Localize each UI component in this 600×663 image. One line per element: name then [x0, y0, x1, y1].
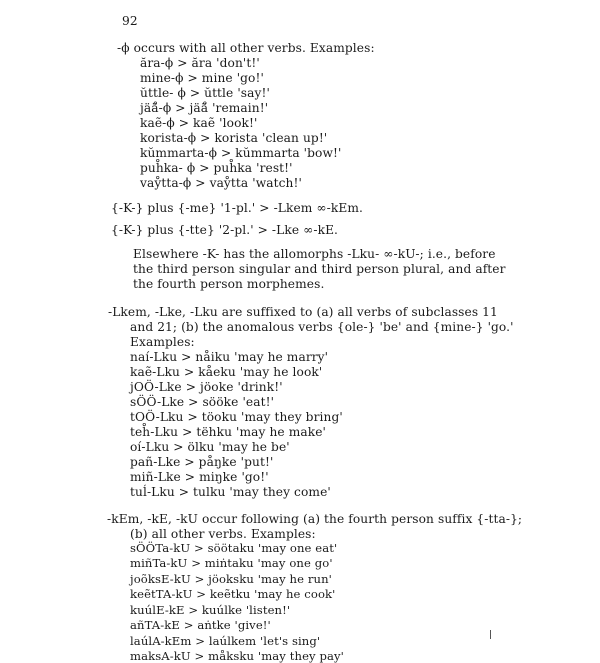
example-line: pañ-Lke > påŋke 'put!'	[130, 455, 274, 469]
margin-mark	[490, 630, 491, 639]
elsewhere-line: Elsewhere -K- has the allomorphs -Lku- ∞-kU-; i.e., before	[133, 247, 496, 261]
example-line: mine-ϕ > mine 'go!'	[140, 71, 264, 85]
lkem-intro-line: and 21; (b) the anomalous verbs {ole-} 'be' and {mine-} 'go.'	[130, 320, 514, 334]
example-line: kaẽ-Lku > kåeku 'may he look'	[130, 365, 323, 379]
example-line: puh̊ka- ϕ > puh̊ka 'rest!'	[140, 161, 293, 175]
example-line: naí-Lku > nåiku 'may he marry'	[130, 350, 329, 364]
page-number: 92	[122, 14, 138, 28]
examples-label: Examples:	[130, 335, 195, 349]
example-line: ăra-ϕ > ăra 'don't!'	[140, 56, 260, 70]
elsewhere-line: the third person singular and third person plural, and after	[133, 262, 506, 276]
example-line: joõksE-kU > jöoksku 'may he run'	[130, 571, 332, 586]
example-line: kŭmmarta-ϕ > kŭmmarta 'bow!'	[140, 146, 342, 160]
example-line: tOÖ-Lku > töoku 'may they bring'	[130, 410, 343, 424]
kem-intro-line: -kEm, -kE, -kU occur following (a) the fourth person suffix {-tta-};	[107, 512, 523, 526]
example-line: korista-ϕ > korista 'clean up!'	[140, 131, 328, 145]
example-line: añTA-kE > aṅtke 'give!'	[130, 618, 271, 633]
example-line: maksA-kU > måksku 'may they pay'	[130, 649, 344, 663]
zero-suffix-intro: -ϕ occurs with all other verbs. Examples:	[117, 41, 375, 55]
elsewhere-line: the fourth person morphemes.	[133, 277, 325, 291]
example-line: miñTa-kU > miṅtaku 'may one go'	[130, 556, 333, 571]
example-line: tuĺ-Lku > tulku 'may they come'	[130, 485, 331, 499]
example-line: miñ-Lke > miŋke 'go!'	[130, 470, 269, 484]
example-line: oí-Lku > ölku 'may he be'	[130, 440, 290, 454]
rule-first-plural: {-K-} plus {-me} '1-pl.' > -Lkem ∞-kEm.	[111, 201, 364, 215]
rule-second-plural: {-K-} plus {-tte} '2-pl.' > -Lke ∞-kE.	[111, 223, 339, 237]
example-line: teh̊-Lku > tëhku 'may he make'	[130, 425, 326, 439]
example-line: sÖÖTa-kU > söötaku 'may one eat'	[130, 541, 338, 555]
example-line: kaẽ-ϕ > kaẽ 'look!'	[140, 116, 258, 130]
example-line: keẽtTA-kU > keẽtku 'may he cook'	[130, 587, 336, 602]
lkem-intro-line: -Lkem, -Lke, -Lku are suffixed to (a) all verbs of subclasses 11	[108, 305, 498, 319]
example-line: kuúlE-kE > kuúlke 'listen!'	[130, 602, 291, 617]
example-line: sÖÖ-Lke > sööke 'eat!'	[130, 395, 275, 409]
kem-intro-line: (b) all other verbs. Examples:	[130, 527, 316, 541]
example-line: jOÖ-Lke > jöoke 'drink!'	[130, 380, 283, 394]
example-line: vaẙtta-ϕ > vaẙtta 'watch!'	[140, 176, 302, 190]
example-line: laúlA-kEm > laúlkem 'let's sing'	[130, 633, 321, 648]
example-line: jää̊-ϕ > jää̊ 'remain!'	[140, 101, 269, 115]
example-line: ŭttle- ϕ > ŭttle 'say!'	[140, 86, 270, 100]
